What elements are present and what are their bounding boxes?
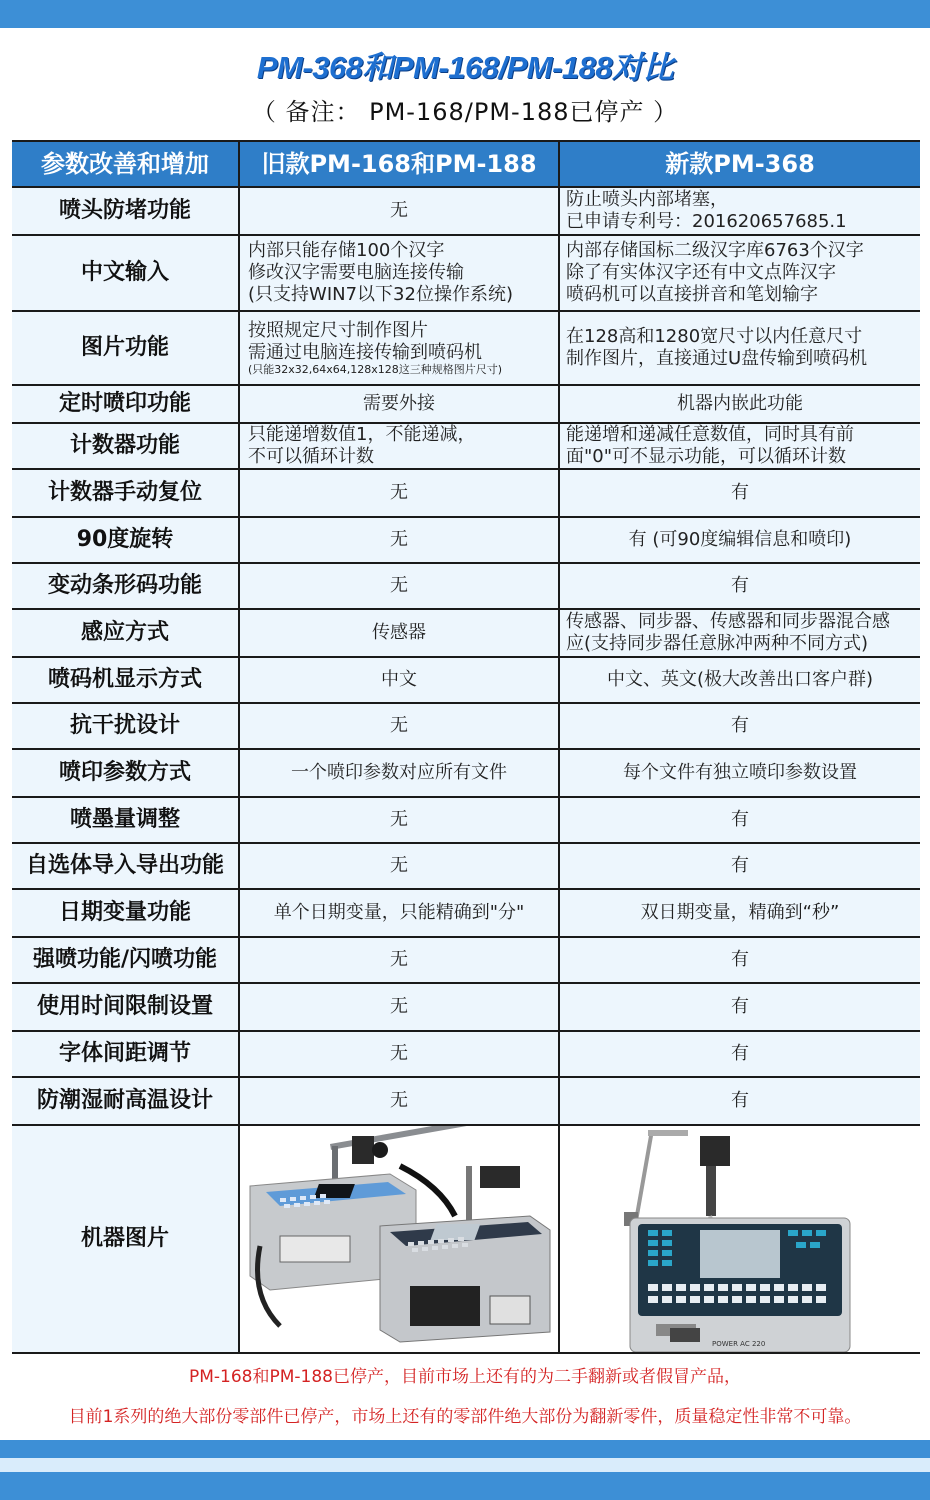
new-model-cell: [560, 984, 920, 1030]
table-row: [12, 704, 920, 748]
table-header-row: [12, 142, 920, 186]
cell-text: 有: [731, 1090, 749, 1111]
cell-text: 每个文件有独立喷印参数设置: [623, 762, 857, 783]
cell-text: 无: [390, 529, 408, 550]
feature-cell: 中文输入: [12, 236, 238, 310]
old-model-cell: [240, 984, 558, 1030]
feature-cell: 计数器功能: [12, 424, 238, 468]
cell-lines: [566, 189, 847, 233]
cell-text: 无: [390, 809, 408, 830]
table-row: [12, 610, 920, 656]
feature-cell: 强喷功能/闪喷功能: [12, 938, 238, 982]
cell-text: 无: [390, 715, 408, 736]
feature-cell: 计数器手动复位: [12, 470, 238, 516]
cell-text: 有: [731, 1043, 749, 1064]
new-machine-photo: [560, 1126, 920, 1352]
cell-text: 有: [731, 482, 749, 503]
old-model-cell: [240, 798, 558, 842]
feature-cell: 喷印参数方式: [12, 750, 238, 796]
cell-line: 修改汉字需要电脑连接传输: [248, 262, 464, 283]
cell-line: 喷码机可以直接拼音和笔划输字: [566, 284, 818, 305]
old-model-cell: [240, 312, 558, 384]
feature-cell: 感应方式: [12, 610, 238, 656]
feature-cell: 喷码机显示方式: [12, 658, 238, 702]
machine-photo-row: [12, 1126, 920, 1352]
cell-text: 机器内嵌此功能: [677, 393, 803, 414]
feature-cell: 变动条形码功能: [12, 564, 238, 608]
cell-text: 有: [731, 949, 749, 970]
cell-line: 内部存储国标二级汉字库6763个汉字: [566, 240, 864, 261]
table-row: [12, 470, 920, 516]
cell-line: 制作图片，直接通过U盘传输到喷码机: [566, 348, 868, 369]
table-row: [12, 386, 920, 422]
old-model-cell: [240, 386, 558, 422]
cell-line: 除了有实体汉字还有中文点阵汉字: [566, 262, 836, 283]
old-machine-photo: [240, 1126, 558, 1352]
cell-text: 无: [390, 949, 408, 970]
cell-text: 无: [390, 1090, 408, 1111]
feature-cell: 定时喷印功能: [12, 386, 238, 422]
cell-lines: [248, 240, 513, 306]
new-model-cell: [560, 424, 920, 468]
cell-line: 只能递增数值1，不能递减，: [248, 424, 476, 445]
cell-lines: [566, 326, 867, 370]
cell-text: 有 (可90度编辑信息和喷印): [628, 529, 852, 550]
cell-line: 能递增和递减任意数值，同时具有前: [566, 424, 854, 445]
cell-text: 无: [390, 996, 408, 1017]
cell-line: 应(支持同步器任意脉冲两种不同方式): [566, 633, 869, 654]
new-model-cell: [560, 236, 920, 310]
cell-line: 在128高和1280宽尺寸以内任意尺寸: [566, 326, 863, 347]
cell-lines: [248, 320, 502, 376]
discontinued-note: （ 备注： PM-168/PM-188已停产 ）: [251, 98, 679, 126]
cell-text: 有: [731, 996, 749, 1017]
old-model-cell: [240, 750, 558, 796]
table-row: [12, 750, 920, 796]
old-model-cell: [240, 564, 558, 608]
table-row: [12, 658, 920, 702]
table-row: [12, 984, 920, 1030]
feature-cell: 图片功能: [12, 312, 238, 384]
old-model-cell: [240, 1032, 558, 1076]
cell-text: 有: [731, 575, 749, 596]
new-model-cell: [560, 1032, 920, 1076]
new-printer-illustration: [560, 1126, 920, 1352]
old-model-cell: [240, 938, 558, 982]
feature-cell: 使用时间限制设置: [12, 984, 238, 1030]
new-model-cell: [560, 610, 920, 656]
old-model-cell: [240, 470, 558, 516]
feature-cell: 字体间距调节: [12, 1032, 238, 1076]
cell-line: 面"0"可不显示功能，可以循环计数: [566, 446, 847, 467]
cell-line: 防止喷头内部堵塞，: [566, 189, 728, 210]
top-banner-bar: [0, 0, 930, 28]
table-row: [12, 844, 920, 888]
cell-text: 无: [390, 200, 408, 221]
cell-line: 不可以循环计数: [248, 446, 374, 467]
new-model-cell: [560, 518, 920, 562]
new-model-cell: [560, 844, 920, 888]
table-row: [12, 890, 920, 936]
table-row: [12, 188, 920, 234]
new-model-cell: [560, 798, 920, 842]
cell-text: 中文、英文(极大改善出口客户群): [606, 669, 874, 690]
old-printer-illustration: [240, 1126, 558, 1352]
table-row: [12, 1078, 920, 1124]
table-row: [12, 564, 920, 608]
old-model-cell: [240, 236, 558, 310]
table-row: [12, 1032, 920, 1076]
new-model-cell: [560, 386, 920, 422]
new-model-cell: [560, 1078, 920, 1124]
new-model-cell: [560, 890, 920, 936]
new-model-cell: [560, 312, 920, 384]
cell-text: 有: [731, 855, 749, 876]
cell-text: 一个喷印参数对应所有文件: [291, 762, 507, 783]
cell-text: 传感器: [372, 622, 426, 643]
table-row: [12, 312, 920, 384]
new-model-cell: [560, 188, 920, 234]
cell-text: 单个日期变量，只能精确到"分": [273, 902, 525, 923]
old-model-cell: [240, 424, 558, 468]
feature-cell: 防潮湿耐高温设计: [12, 1078, 238, 1124]
table-row: [12, 518, 920, 562]
cell-text: 中文: [381, 669, 417, 690]
feature-cell: 自选体导入导出功能: [12, 844, 238, 888]
cell-line: 需通过电脑连接传输到喷码机: [248, 342, 482, 363]
header-cell: 参数改善和增加: [12, 142, 238, 186]
table-row: [12, 424, 920, 468]
new-model-cell: [560, 750, 920, 796]
old-model-cell: [240, 704, 558, 748]
table-row: [12, 938, 920, 982]
feature-cell: 抗干扰设计: [12, 704, 238, 748]
table-row: [12, 798, 920, 842]
new-model-cell: [560, 704, 920, 748]
bottom-banner-stripe: [0, 1458, 930, 1472]
table-row: [12, 236, 920, 310]
comparison-table: [12, 140, 920, 1354]
footer-warning-line2: 目前1系列的绝大部份零部件已停产，市场上还有的零部件绝大部份为翻新零件，质量稳定性非常不可靠。: [68, 1407, 862, 1427]
header-cell: 新款PM-368: [560, 142, 920, 186]
cell-text: 无: [390, 575, 408, 596]
cell-text: 无: [390, 482, 408, 503]
cell-line: 按照规定尺寸制作图片: [248, 320, 428, 341]
cell-text: 无: [390, 1043, 408, 1064]
feature-cell: 90度旋转: [12, 518, 238, 562]
old-model-cell: [240, 610, 558, 656]
cell-lines: [248, 424, 475, 468]
cell-text: 有: [731, 715, 749, 736]
new-model-cell: [560, 658, 920, 702]
footer-warning-line1: PM-168和PM-188已停产，目前市场上还有的为二手翻新或者假冒产品，: [188, 1367, 741, 1387]
old-model-cell: [240, 188, 558, 234]
new-model-cell: [560, 470, 920, 516]
cell-line: (只支持WIN7以下32位操作系统): [248, 284, 513, 305]
feature-cell: 喷墨量调整: [12, 798, 238, 842]
feature-cell: 机器图片: [12, 1126, 238, 1352]
cell-line: 已申请专利号：201620657685.1: [566, 211, 847, 232]
old-model-cell: [240, 518, 558, 562]
cell-text: 双日期变量，精确到“秒”: [640, 902, 840, 923]
cell-text: 需要外接: [363, 393, 435, 414]
new-model-cell: [560, 938, 920, 982]
feature-cell: 日期变量功能: [12, 890, 238, 936]
cell-lines: [566, 424, 854, 468]
cell-line: 内部只能存储100个汉字: [248, 240, 445, 261]
page-title: PM-368和PM-168/PM-188对比: [256, 50, 674, 85]
new-model-cell: [560, 564, 920, 608]
cell-line: 传感器、同步器、传感器和同步器混合感: [566, 611, 890, 632]
old-model-cell: [240, 844, 558, 888]
old-model-cell: [240, 890, 558, 936]
cell-text: 有: [731, 809, 749, 830]
cell-lines: [566, 611, 890, 655]
header-cell: 旧款PM-168和PM-188: [240, 142, 558, 186]
old-model-cell: [240, 658, 558, 702]
cell-line-note: (只能32x32,64x64,128x128这三种规格图片尺寸): [248, 363, 503, 376]
cell-lines: [566, 240, 864, 306]
power-label: POWER AC 220: [712, 1340, 766, 1348]
cell-text: 无: [390, 855, 408, 876]
feature-cell: 喷头防堵功能: [12, 188, 238, 234]
old-model-cell: [240, 1078, 558, 1124]
